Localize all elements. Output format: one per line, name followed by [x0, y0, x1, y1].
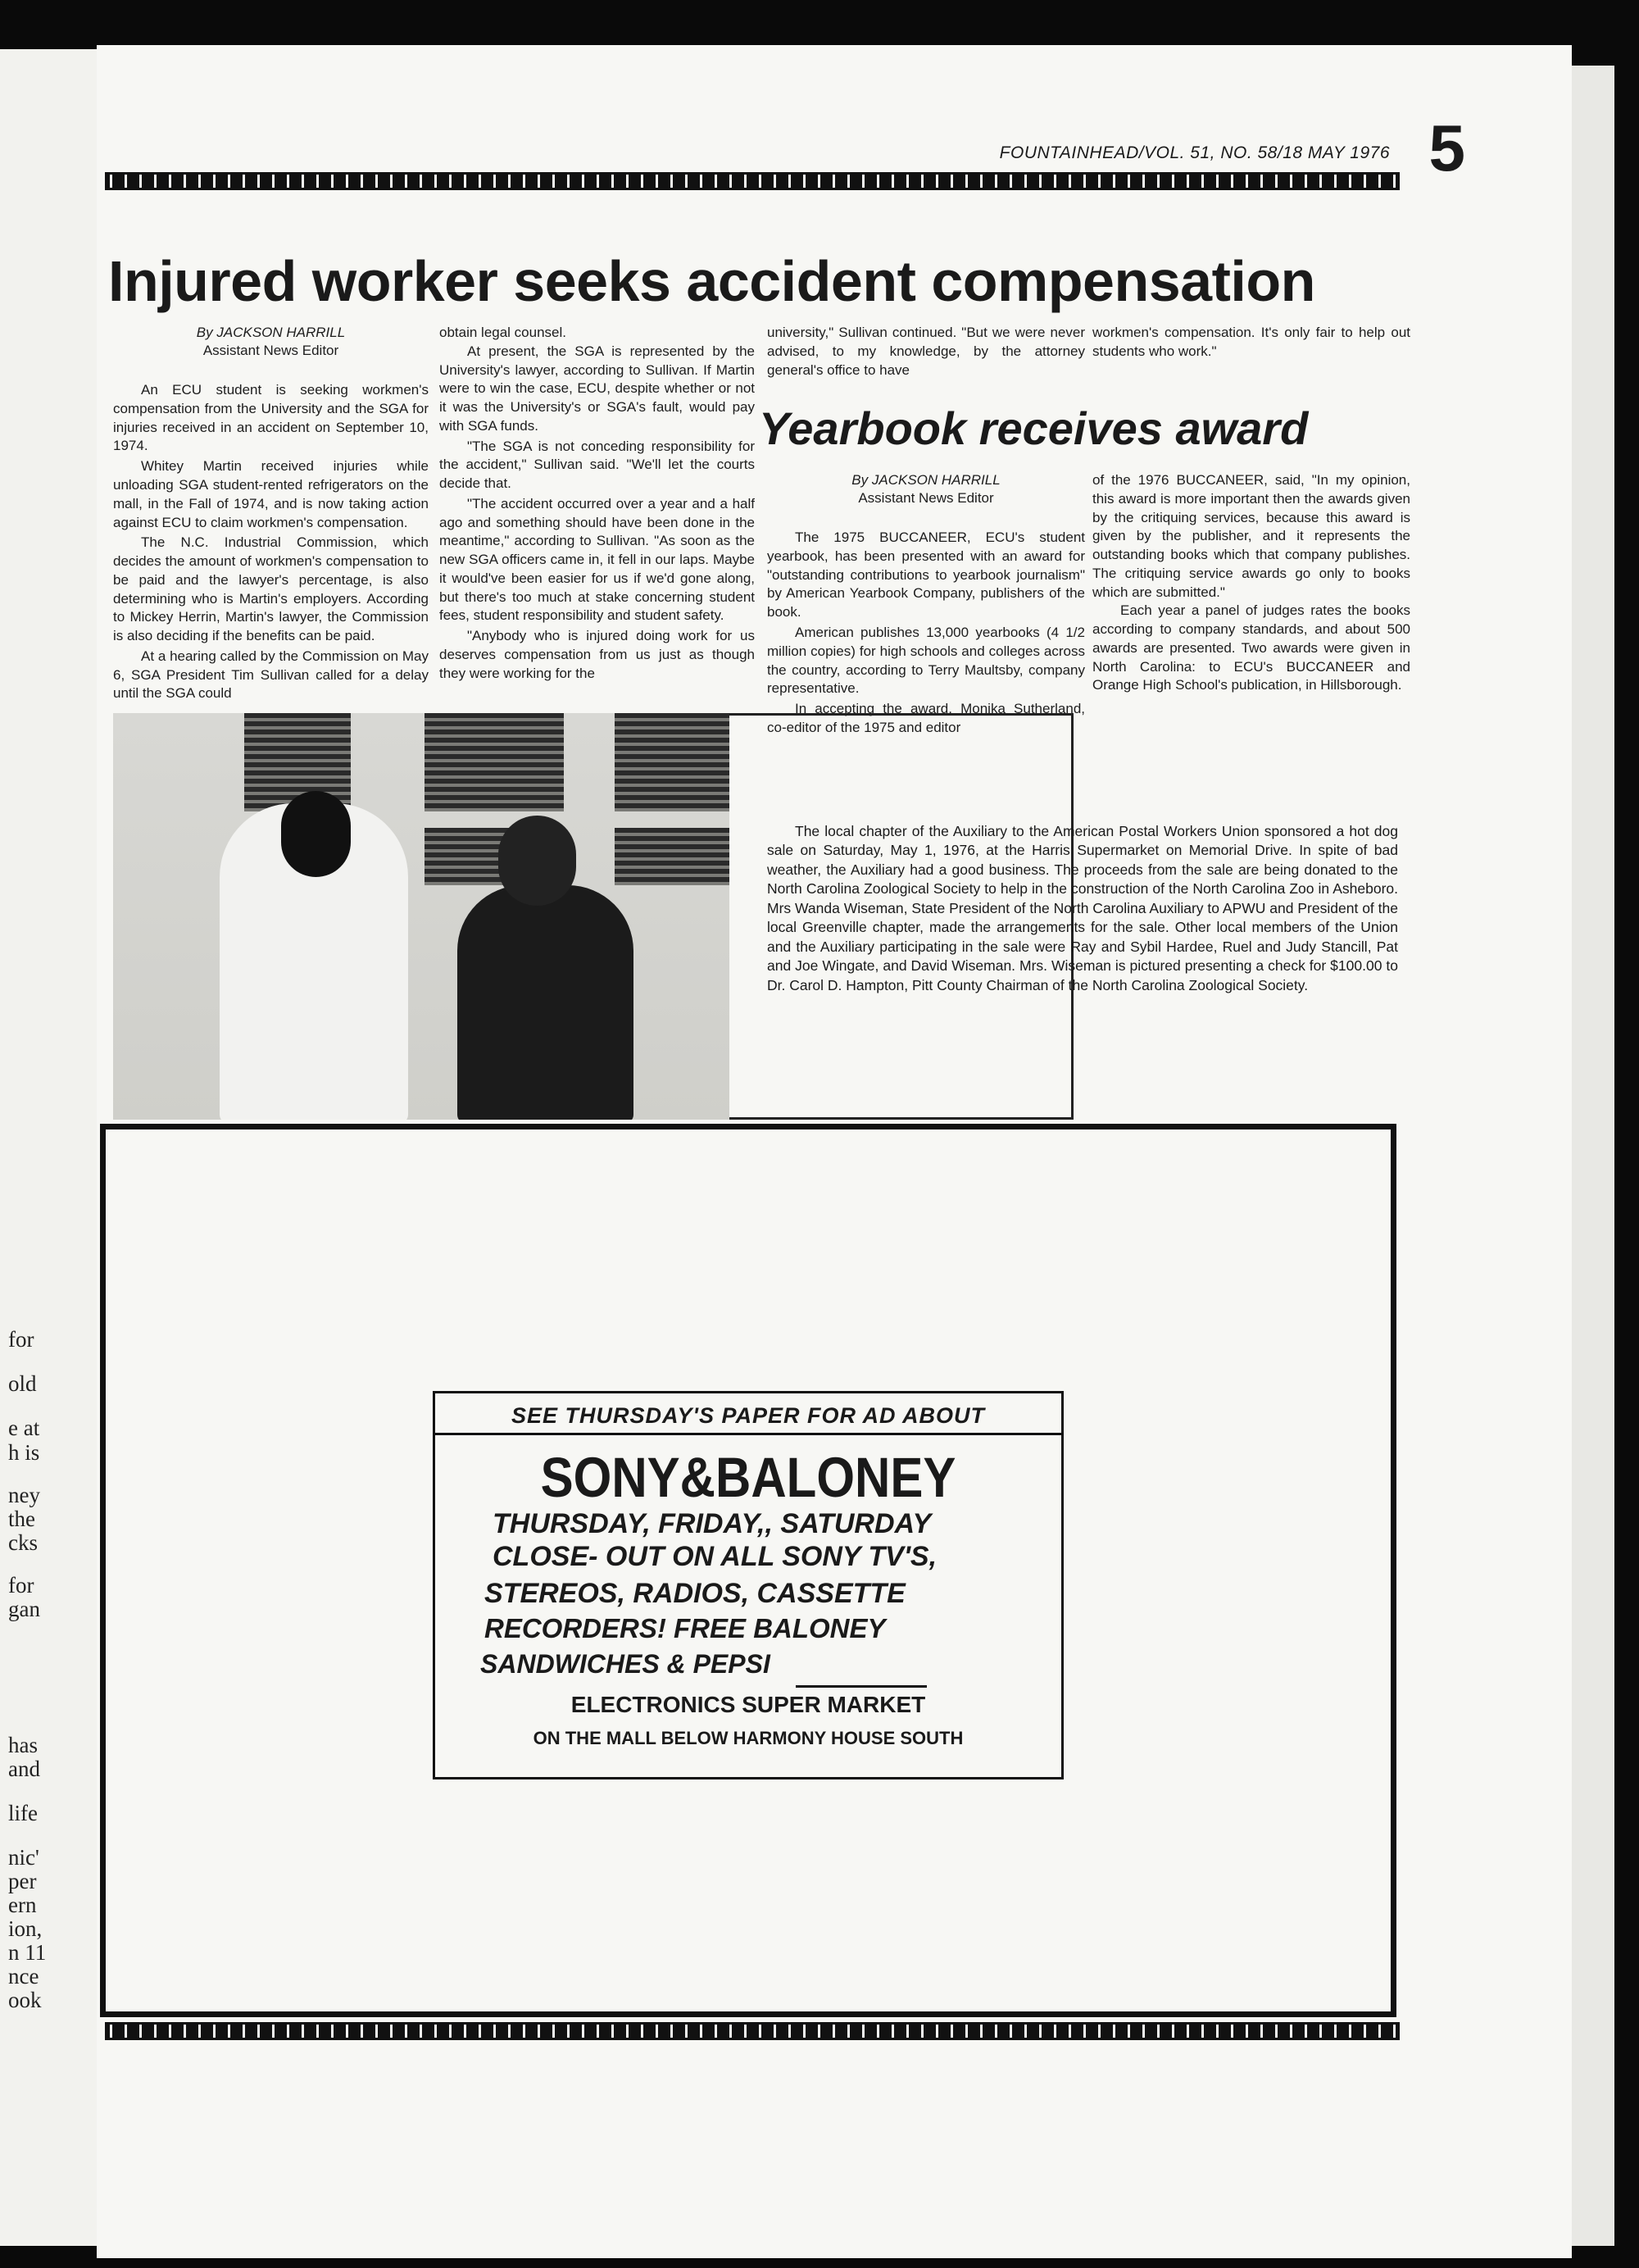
article-paragraph: An ECU student is seeking workmen's compensation from the University and the SGA for injuries received in an accident on September 10, 1974. — [113, 382, 429, 454]
news-photo — [113, 713, 729, 1120]
article-paragraph: The 1975 BUCCANEER, ECU's student yearbook, has been presented with an award for "outstanding contributions to yearbook journalism" by American Yearbook Company, publishers of the book. — [767, 530, 1085, 620]
article-paragraph: Each year a panel of judges rates the books according to company standards, and about 500 awards are presented. Two awards were given in North Carolina: to ECU's BUCCANEER and Orange High School's publication, in Hillsborough. — [1092, 602, 1410, 693]
photo-window — [615, 713, 729, 811]
article-column-4 — [1092, 324, 1410, 361]
photo-person-left-head — [281, 791, 351, 877]
newspaper-page — [97, 45, 1572, 2258]
left-page-fragment: nic' — [8, 1845, 39, 1870]
left-page-fragment: ern — [8, 1893, 37, 1917]
article-paragraph: At a hearing called by the Commission on May 6, SGA President Tim Sullivan called for a delay until the SGA could — [113, 648, 429, 702]
article-paragraph: Whitey Martin received injuries while unloading SGA student-rented refrigerators on the mall, in the Fall of 1974, and is now taking action against ECU to claim workmen's compensation. — [113, 458, 429, 530]
byline-title: Assistant News Editor — [202, 343, 339, 359]
left-page-fragment: life — [8, 1801, 38, 1825]
article-paragraph: At present, the SGA is represented by the University's lawyer, according to Sullivan. If Martin were to win the case, ECU, despite whether or not it was the University's or SGA's fault, would pay with SGA funds. — [439, 343, 755, 434]
article-paragraph-continued: obtain legal counsel. — [439, 325, 567, 340]
left-page-fragment: the — [8, 1507, 35, 1531]
article-headline: Injured worker seeks accident compensation — [108, 249, 1315, 313]
left-page-fragment: per — [8, 1869, 37, 1893]
ad-line: STEREOS, RADIOS, CASSETTE — [484, 1578, 906, 1609]
left-page-fragment: cks — [8, 1530, 38, 1555]
article-paragraph: "The SGA is not conceding responsibility for the accident," Sullivan said. "We'll let the courts decide that. — [439, 438, 755, 492]
photo-person-right — [457, 885, 633, 1120]
article-paragraph: The N.C. Industrial Commission, which decides the amount of workmen's compensation to be paid and the lawyer's percentage, is also determining who is Martin's employers. According to Mickey Herrin, Martin's lawyer, the Commission is also deciding if the benefits can be paid. — [113, 534, 429, 644]
yearbook-headline: Yearbook receives award — [759, 402, 1309, 454]
left-page-fragment: gan — [8, 1597, 40, 1621]
yearbook-column-2 — [1092, 471, 1410, 697]
article-paragraph-continued: university," Sullivan continued. "But we were never advised, to my knowledge, by the attorney general's office to have — [767, 325, 1085, 378]
ad-top-line: SEE THURSDAY'S PAPER FOR AD ABOUT — [511, 1403, 985, 1428]
left-page-fragment: for — [8, 1573, 34, 1598]
ad-line: SANDWICHES & PEPSI — [480, 1649, 770, 1679]
article-paragraph: "The accident occurred over a year and a half ago and something should have been done in the meantime," according to Sullivan. "As soon as the new SGA officers came in, it fell in our laps. Maybe it would've been easier for us if we'd gone along, but there's too much at stake concerning student fees, student responsibility and student safety. — [439, 495, 755, 624]
yearbook-column-1 — [767, 471, 1085, 739]
article-paragraph-continued: of the 1976 BUCCANEER, said, "In my opinion, this award is more important then the awards given by the critiquing services, because this award is given by the publisher, and it represents the outstanding books which that company publishes. The critiquing service awards go only to books which are submitted." — [1092, 472, 1410, 600]
ad-line: CLOSE- OUT ON ALL SONY TV'S, — [493, 1541, 938, 1572]
left-page-fragment: n 11 — [8, 1940, 47, 1965]
article-paragraph-continued: workmen's compensation. It's only fair to help out students who work." — [1092, 325, 1410, 359]
left-facing-page — [0, 49, 98, 2246]
article-paragraph: "Anybody who is injured doing work for us deserves compensation from us just as though they were working for the — [439, 628, 755, 681]
left-page-fragment: old — [8, 1371, 37, 1396]
byline-name: By JACKSON HARRILL — [851, 472, 1001, 488]
ad-store-name: ELECTRONICS SUPER MARKET — [570, 1692, 926, 1717]
byline-name: By JACKSON HARRILL — [196, 325, 346, 340]
article-column-3 — [767, 324, 1085, 380]
page-number: 5 — [1428, 111, 1465, 184]
article-paragraph: In accepting the award, Monika Sutherland, co-editor of the 1975 and editor — [767, 701, 1085, 735]
left-page-fragment: for — [8, 1327, 34, 1352]
left-page-fragment: nce — [8, 1964, 39, 1988]
article-paragraph: American publishes 13,000 yearbooks (4 1/2 million copies) for high schools and colleges across the country, according to Terry Maultsby, company representative. — [767, 625, 1085, 697]
article-byline — [113, 324, 429, 360]
article-column-2 — [439, 324, 755, 685]
ad-divider — [796, 1685, 927, 1688]
byline-title: Assistant News Editor — [858, 490, 994, 507]
left-page-fragment: ook — [8, 1988, 42, 2012]
left-page-fragment: ney — [8, 1483, 40, 1507]
ad-store-location: ON THE MALL BELOW HARMONY HOUSE SOUTH — [533, 1728, 964, 1748]
ad-line: THURSDAY, FRIDAY,, SATURDAY — [493, 1508, 932, 1539]
photo-caption: The local chapter of the Auxiliary to the American Postal Workers Union sponsored a hot dog sale on Saturday, May 1, 1976, at the Harris Supermarket on Memorial Drive. In spite of bad weather, the Auxiliary had a good business. The proceeds from the sale are being donated to the North Carolina Zoological Society to help in the construction of the North Carolina Zoo in Asheboro. Mrs Wanda Wiseman, State President of the North Carolina Auxiliary to APWU and President of the local Greenville chapter, made the arrangements for the sale. Other local members of the Union and the Auxiliary participating in the sale were Ray and Sybil Hardee, Ruel and Judy Stancill, Pat and Joe Wingate, and David Wiseman. Mrs. Wiseman is pictured presenting a check for $100.00 to Dr. Carol D. Hampton, Pitt County Chairman of the North Carolina Zoological Society. — [767, 823, 1398, 993]
photo-window — [615, 828, 729, 885]
left-page-fragment: h is — [8, 1440, 40, 1465]
photo-person-right-head — [498, 816, 576, 906]
ad-brand: SONY&BALONEY — [540, 1445, 956, 1510]
left-page-fragment: ion, — [8, 1916, 43, 1941]
left-page-fragment: and — [8, 1757, 40, 1781]
yearbook-byline — [767, 471, 1085, 507]
ad-divider — [435, 1433, 1061, 1435]
top-decorative-rule — [105, 172, 1400, 190]
ad-line: RECORDERS! FREE BALONEY — [484, 1613, 886, 1643]
photo-window — [425, 713, 564, 811]
advertisement-box — [433, 1391, 1064, 1779]
bottom-decorative-rule — [105, 2022, 1400, 2040]
left-page-fragment: has — [8, 1733, 38, 1757]
page-folio: FOUNTAINHEAD/VOL. 51, NO. 58/18 MAY 1976 — [999, 143, 1390, 162]
left-page-fragment: e at — [8, 1416, 40, 1440]
article-column-1 — [113, 324, 429, 705]
